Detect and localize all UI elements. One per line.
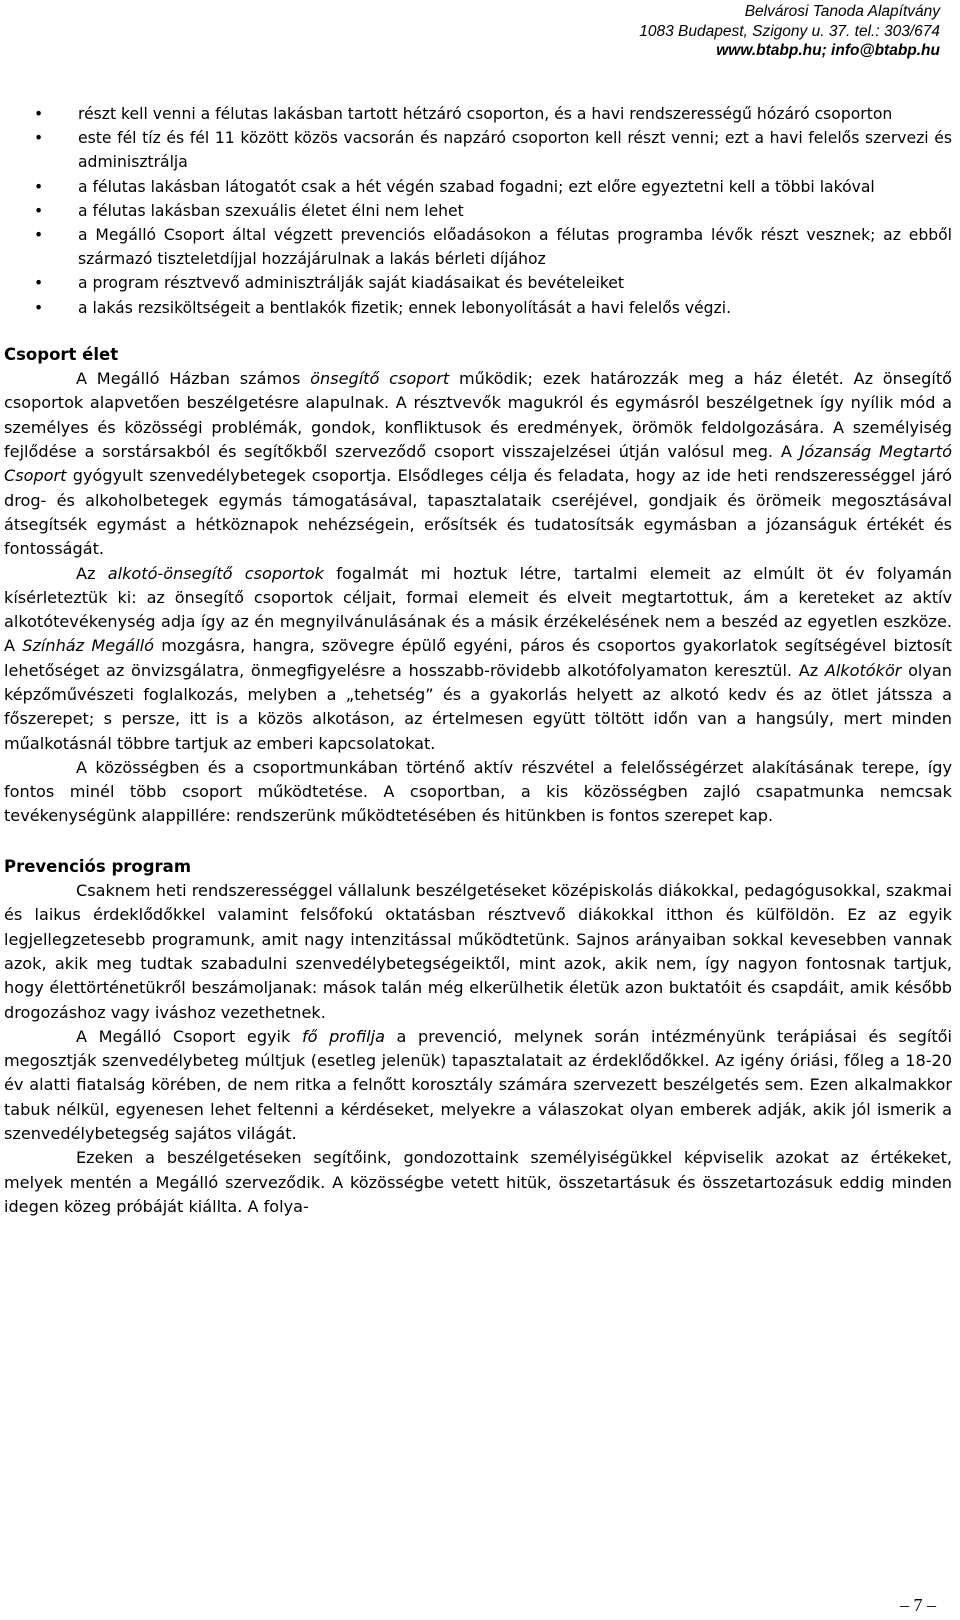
list-item: • a Megálló Csoport által végzett prevenciós előadásokon a félutas programba lévők részt vesznek; az ebből származó tiszteletdíjjal hozzájárulnak a lakás bérleti díjához [4,223,952,271]
bullet-icon: • [34,274,44,293]
section-heading-group-life: Csoport élet [4,344,119,364]
org-web-contact: www.btabp.hu; info@btabp.hu [716,42,940,59]
prevention-paragraph-1: Csaknem heti rendszerességgel vállalunk beszélgetéseket középiskolás diákokkal, pedagógusokkal, szakmai és laikus érdeklődőkkel valamint felsőfokú oktatásban résztvevő diákokkal itthon és külföldön. Ez az egyik legjellegzetesebb programunk, amit nagy intenzitással működtetünk. Sajnos arányaiban sokkal kevesebben vannak azok, akik meg tudtak szabadulni szenvedélybetegségeiktől, mint azok, akik nem, így nagyon fontosnak tartjuk, hogy élettörténetükről beszámoljanak: mások talán még elkerülhetik életük azon buktatóit és csapdáit, amik később drogozáshoz vagy iváshoz vezethetnek. [4,881,952,1022]
letterhead [639,2,940,61]
bullet-icon: • [34,226,44,245]
group-paragraph-1: A Megálló Házban számos önsegítő csoport működik; ezek határozzák meg a ház életét. Az önsegítő csoportok alapvetően beszélgetésre alapulnak. A résztvevők magukról és egymásról beszélgetnek így nyílik mód a személyes és közösségi problémák, gondok, konfliktusok és eredmények, örömök feldolgozására. A személyiség fejlődése a sorstársakból és segítőkből szerveződő csoport visszajelzései útján valósul meg. A Józanság Megtartó Csoport gyógyult szenvedélybetegek csoportja. Elsődleges célja és feladata, hogy az ide heti rendszerességgel járó drog- és alkoholbetegek egymás támogatásával, tapasztalataik cseréjével, gondjaik és örömeik megosztásával átsegítsék egymást a hétköznapok nehézségein, erősítsék és tudatosítsák egymásban a józanságuk értékét és fontosságát. [4,369,952,559]
bullet-icon: • [34,105,44,123]
org-address: 1083 Budapest, Szigony u. 37. tel.: 303/674 [639,22,940,40]
list-item: • részt kell venni a félutas lakásban tartott hétzáró csoporton, és a havi rendszerességű hózáró csoporton [4,102,952,126]
page-number: – 7 – [900,1595,936,1615]
org-name: Belvárosi Tanoda Alapítvány [744,3,940,20]
list-item: • a félutas lakásban szexuális életet élni nem lehet [4,199,952,223]
list-item: • este fél tíz és fél 11 között közös vacsorán és napzáró csoporton kell részt venni; ezt a havi felelős szervezi és adminisztrálja [4,126,952,174]
section-heading-prevention: Prevenciós program [4,856,192,876]
prevention-paragraph-2: A Megálló Csoport egyik fő profilja a prevenció, melynek során intézményünk terápiásai és segítői megosztják szenvedélybeteg múltjuk (esetleg jelenük) tapasztalatait az érdeklődőkkel. Az igény óriási, főleg a 18-20 év alatti fiatalság körében, de nem ritka a felnőtt korosztály számára szervezett beszélgetés sem. Ezen alkalmakkor tabuk nélkül, egyenesen lehet feltenni a kérdéseket, melyekre a válaszokat olyan emberek adják, akik jól ismerik a szenvedélybetegség sajátos világát. [4,1026,952,1144]
page-content [4,102,952,1219]
bullet-icon: • [34,201,44,220]
bullet-icon: • [34,177,44,196]
bullet-icon: • [34,129,44,148]
group-paragraph-2: Az alkotó-önsegítő csoportok fogalmát mi hoztuk létre, tartalmi elemeit az elmúlt öt év folyamán kísérleteztük ki: az önsegítő csoportok céljait, formai elemeit és elveit megtartottuk, ám a kereteket az aktív alkotótevékenység adja így az én megnyilvánulásának és a másik érzékelésének nem a beszéd az egyetlen eszköze. A Színház Megálló mozgásra, hangra, szövegre épülő egyéni, páros és csoportos gyakorlatok segítségével biztosít lehetőséget az önvizsgálatra, önmegfigyelésre a hosszabb-rövidebb alkotófolyamaton keresztül. Az Alkotókör olyan képzőművészeti foglalkozás, melyben a „tehetség” és a gyakorlás helyett az alkotó kedv és az ötlet játssza a főszerepet; s persze, itt is a közös alkotáson, az értelmesen együtt töltött időn van a hangsúly, mert minden műalkotásnál többre tartjuk az emberi kapcsolatokat. [4,563,952,753]
list-item: • a program résztvevő adminisztrálják saját kiadásaikat és bevételeiket [4,271,952,295]
prevention-paragraph-3: Ezeken a beszélgetéseken segítőink, gondozottaink személyiségükkel képviselik azokat az értékeket, melyek mentén a Megálló szerveződik. A közösségbe vetett hitük, összetartásuk és összetartozásuk eddig minden idegen közeg próbáját kiállta. A folya- [4,1148,952,1216]
group-paragraph-3: A közösségben és a csoportmunkában történő aktív részvétel a felelősségérzet alakításának terepe, így fontos minél több csoport működtetése. A csoportban, a kis közösségben zajló csapatmunka nemcsak tevékenységünk alappillére: rendszerünk működtetésében és hitünkben is fontos szerepet kap. [4,757,952,826]
bullet-icon: • [34,298,44,317]
house-rules-list [4,102,952,320]
list-item: • a félutas lakásban látogatót csak a hét végén szabad fogadni; ezt előre egyeztetni kell a többi lakóval [4,175,952,199]
list-item: • a lakás rezsiköltségeit a bentlakók fizetik; ennek lebonyolítását a havi felelős végzi. [4,296,952,320]
